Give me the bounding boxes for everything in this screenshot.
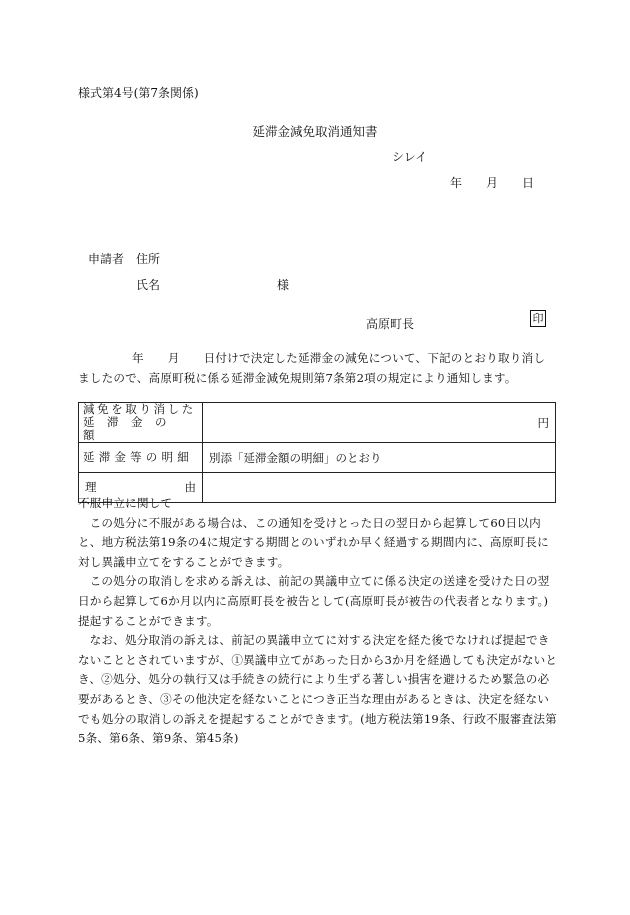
table-row [79, 403, 556, 443]
notes-heading: 不服申立に関して [78, 496, 173, 510]
row3-label-a: 理 [85, 480, 97, 494]
date-month: 月 [486, 176, 499, 190]
form-id: 様式第4号(第7条関係) [78, 86, 199, 100]
address-label: 住所 [136, 252, 161, 266]
date-year: 年 [450, 176, 463, 190]
issuer-mayor: 高原町長 [366, 317, 415, 331]
row1-value: 円 [203, 403, 556, 443]
reference-number: シレイ [392, 150, 428, 164]
issue-date [450, 174, 534, 191]
row3-label-b: 由 [184, 480, 196, 494]
body-month: 月 [167, 351, 180, 365]
notes-paragraph-3: なお、処分取消の訴えは、前記の異議申立てに対する決定を経た後でなければ提起できないこととされていますが、①異議申立てがあった日から3か月を経過しても決定がないとき、②処分、処分の執行又は手続きの続行により生ずる著しい損害を避けるため緊急の必要があるとき、③その他決定を経ないことにつき正当な理由があるときは、決定を経ないでも処分の取消しの訴えを提起することができます。(地方税法第19条、行政不服審査法第5条、第6条、第9条、第45条) [78, 633, 558, 746]
document-title: 延滞金減免取消通知書 [252, 124, 378, 139]
detail-table [78, 402, 556, 503]
honorific: 様 [277, 278, 290, 292]
applicant-label: 申請者 [88, 252, 125, 266]
row1-label-line2: 延滞金の額 [83, 415, 179, 442]
row1-label [79, 403, 203, 443]
table-row [79, 443, 556, 473]
date-day: 日 [522, 176, 535, 190]
body-year: 年 [132, 351, 144, 365]
row1-label-line1: 減免を取り消した [83, 402, 196, 416]
row2-value: 別添「延滞金額の明細」のとおり [203, 443, 556, 473]
row2-label: 延滞金等の明細 [79, 443, 203, 473]
notice-body [78, 348, 556, 388]
notes-paragraph-1: この処分に不服がある場合は、この通知を受けとった日の翌日から起算して60日以内と、地方税法第19条の4に規定する期間とのいずれか早く経過する期間内に、高原町長に対し異議申立てをすることができます。 [78, 515, 549, 569]
body-text: 日付けで決定した延滞金の減免について、下記のとおり取り消しましたので、高原町税に係る延滞金減免規則第7条第2項の規定により通知します。 [78, 351, 546, 385]
name-label: 氏名 [136, 278, 161, 292]
notes-paragraph-2: この処分の取消しを求める訴えは、前記の異議申立てに係る決定の送達を受けた日の翌日から起算して6か月以内に高原町長を被告として(高原町長が被告の代表者となります。)提起することができます。 [78, 574, 550, 628]
appeal-notes [78, 494, 558, 749]
seal-stamp: 印 [530, 310, 546, 327]
